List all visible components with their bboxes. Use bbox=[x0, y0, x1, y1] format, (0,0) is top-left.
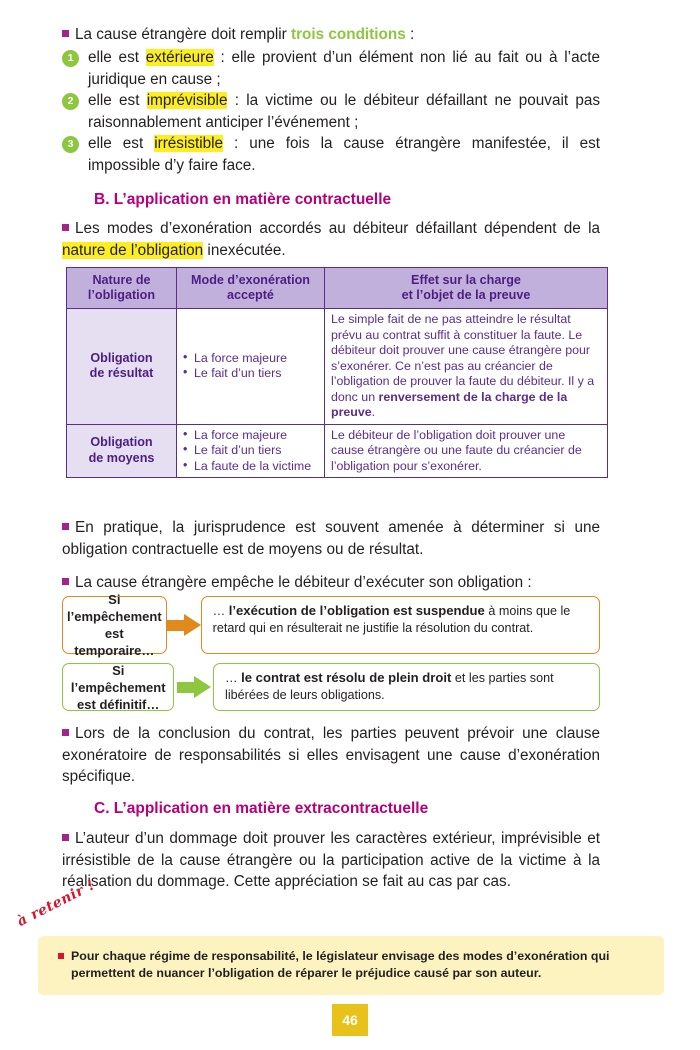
list-item-text bbox=[88, 47, 600, 90]
list-number-badge: 1 bbox=[62, 50, 79, 67]
retenir-text bbox=[58, 948, 646, 981]
cond3-highlight: irrésistible bbox=[154, 135, 224, 152]
cell-modes-resultat bbox=[177, 309, 325, 425]
after-flow-para: Lors de la conclusion du contrat, les parties peuvent prévoir une clause exonératoire de responsabilités si elles envisagent une cause d’exonération spécifique. bbox=[62, 725, 600, 785]
flow-result-definitif bbox=[213, 663, 600, 711]
flow2-rest: et les parties sont libérées de leurs obligations. bbox=[225, 671, 554, 702]
list-item bbox=[62, 90, 600, 133]
cell-modes-moyens bbox=[177, 424, 325, 478]
modes-list bbox=[183, 428, 318, 475]
cond2-post: : la victime ou le débiteur défaillant ne pouvait pas raisonnablement anticiper l’événement ; bbox=[88, 92, 601, 131]
nature-m-line1: Obligation bbox=[90, 435, 153, 450]
modes-list bbox=[183, 351, 318, 382]
flow-arrow-wrapper-2 bbox=[174, 663, 213, 711]
section-b-paragraph bbox=[62, 218, 600, 261]
square-bullet-icon bbox=[62, 578, 69, 585]
column-header-nature bbox=[67, 268, 177, 309]
lead-post: : bbox=[405, 26, 415, 43]
flow1-lead: … bbox=[212, 604, 229, 618]
list-number-badge: 3 bbox=[62, 136, 79, 153]
sb-post: inexécutée. bbox=[203, 241, 286, 259]
retenir-callout bbox=[0, 877, 700, 995]
cond1-pre: elle est bbox=[88, 49, 146, 66]
nature-m-line2: de moyens bbox=[88, 450, 155, 465]
arrow-right-icon bbox=[177, 676, 211, 698]
flow-row-temporaire bbox=[62, 592, 600, 658]
table-row bbox=[67, 309, 608, 425]
mid-para1: En pratique, la jurisprudence est souvent amenée à déterminer si une obligation contractuelle est de moyens ou de résultat. bbox=[62, 519, 600, 558]
list-item-text bbox=[88, 90, 600, 133]
sb-pre: Les modes d’exonération accordés au débiteur défaillant dépendent de la bbox=[75, 220, 600, 237]
square-bullet-icon bbox=[58, 953, 64, 959]
cell-effet-moyens bbox=[325, 424, 608, 478]
table-header-row bbox=[67, 268, 608, 309]
cond1-post: : elle provient d’un élément non lié au fait ou à l’acte juridique en cause ; bbox=[88, 49, 600, 88]
cond1-highlight: extérieure bbox=[145, 49, 214, 66]
flow1-left-line1: Si l’empêchement bbox=[67, 592, 162, 624]
flow-condition-definitif bbox=[62, 663, 174, 711]
retenir-body: Pour chaque régime de responsabilité, le législateur envisage des modes d’exonération qui permettent de nuancer l’obligation de réparer le préjudice causé par son auteur. bbox=[71, 949, 610, 980]
nature-r-line2: de résultat bbox=[89, 366, 154, 381]
flow2-bold: le contrat est résolu de plein droit bbox=[241, 670, 452, 685]
cell-nature-resultat bbox=[67, 309, 177, 425]
obligations-table bbox=[66, 267, 608, 478]
flow-arrow-wrapper-1 bbox=[167, 596, 201, 654]
obligations-table-wrapper bbox=[66, 267, 608, 478]
list-item bbox=[62, 47, 600, 90]
flow2-left-line1: Si l’empêchement bbox=[70, 662, 166, 695]
section-c-title: C. L’application en matière extracontractuelle bbox=[94, 800, 429, 817]
flow1-rest: à moins que le retard qui en résulterait ne justifie la résolution du contrat. bbox=[212, 604, 571, 635]
section-b-title: B. L’application en matière contractuelle bbox=[94, 191, 392, 208]
effet-r-pre: Le simple fait de ne pas atteindre le résultat prévu au contrat suffit à constituer la faute. Le débiteur doit prouver une cause étrangère pour s’exonérer. Ce n’est pas au créancier de l’obligation de prouver la faute du débiteur. Il y a donc un bbox=[331, 312, 595, 404]
conditions-list bbox=[62, 47, 600, 176]
cond2-highlight: imprévisible bbox=[146, 92, 228, 109]
lead-pre: La cause étrangère doit remplir bbox=[75, 26, 291, 43]
col-header-nature-line1: Nature de bbox=[92, 273, 151, 287]
col-header-nature-line2: l’obligation bbox=[87, 288, 156, 302]
col-header-mode-line1: Mode d’exonération bbox=[191, 273, 310, 287]
square-bullet-icon bbox=[62, 523, 69, 530]
mid-para2: La cause étrangère empêche le débiteur d’exécuter son obligation : bbox=[75, 574, 532, 591]
square-bullet-icon bbox=[62, 224, 69, 231]
flow1-bold: l’exécution de l’obligation est suspendue bbox=[228, 603, 485, 618]
arrow-right-icon bbox=[167, 614, 201, 636]
section-c-text bbox=[62, 828, 600, 893]
sb-highlight: nature de l’obligation bbox=[62, 241, 204, 259]
list-number-badge: 2 bbox=[62, 93, 79, 110]
list-item: • La force majeure bbox=[183, 428, 318, 444]
page-number-badge: 46 bbox=[332, 1004, 368, 1036]
flow-condition-temporaire bbox=[62, 592, 167, 658]
list-item: • La faute de la victime bbox=[183, 459, 318, 475]
square-bullet-icon bbox=[62, 729, 69, 736]
col-header-effet-line1: Effet sur la charge bbox=[411, 273, 521, 287]
square-bullet-icon bbox=[62, 30, 69, 37]
column-header-effet bbox=[325, 268, 608, 309]
flow2-left-line2: est définitif… bbox=[77, 696, 160, 712]
retenir-label: à retenir ! bbox=[14, 877, 98, 930]
mid-text-1 bbox=[62, 517, 600, 560]
intro-lead-paragraph bbox=[62, 24, 600, 46]
flow1-left-line2: est temporaire… bbox=[74, 626, 155, 658]
effet-r-bold: renversement de la charge de la preuve bbox=[331, 389, 568, 419]
section-b-heading bbox=[62, 191, 600, 209]
effet-r-post: . bbox=[371, 405, 376, 419]
lead-text bbox=[62, 24, 600, 46]
after-flow-paragraph bbox=[62, 723, 600, 788]
cell-effet-resultat bbox=[325, 309, 608, 425]
column-header-mode bbox=[177, 268, 325, 309]
section-c-para: L’auteur d’un dommage doit prouver les caractères extérieur, imprévisible et irrésistible de la cause étrangère ou la participation active de la victime à la réalisation du dommage. Cette appréciation se fait au cas par cas. bbox=[62, 830, 600, 890]
list-item: • La force majeure bbox=[183, 351, 318, 367]
list-item-text bbox=[88, 133, 600, 176]
section-b-text bbox=[62, 218, 600, 261]
table-row bbox=[67, 424, 608, 478]
cond3-post: : une fois la cause étrangère manifestée, il est impossible d’y faire face. bbox=[88, 135, 601, 174]
list-item: • Le fait d’un tiers bbox=[183, 443, 318, 459]
flow-row-definitif bbox=[62, 663, 600, 711]
nature-r-line1: Obligation bbox=[90, 350, 153, 365]
cond2-pre: elle est bbox=[88, 92, 147, 109]
col-header-effet-line2: et l’objet de la preuve bbox=[401, 288, 531, 302]
mid-paragraph-1 bbox=[62, 517, 600, 560]
cell-nature-moyens bbox=[67, 424, 177, 478]
cond3-pre: elle est bbox=[88, 135, 155, 152]
list-item bbox=[62, 133, 600, 176]
flow-result-temporaire bbox=[201, 596, 600, 654]
retenir-box bbox=[38, 936, 664, 995]
lead-green-emphasis: trois conditions bbox=[290, 26, 406, 43]
col-header-mode-line2: accepté bbox=[227, 288, 274, 302]
effet-m-pre: Le débiteur de l’obligation doit prouver une cause étrangère ou une faute du créancier de l’obligation pour s’exonérer. bbox=[331, 427, 582, 473]
section-c-heading bbox=[62, 800, 600, 818]
section-c-paragraph bbox=[62, 828, 600, 893]
flow2-lead: … bbox=[225, 671, 242, 685]
list-item: • Le fait d’un tiers bbox=[183, 366, 318, 382]
after-flow-text bbox=[62, 723, 600, 788]
square-bullet-icon bbox=[62, 834, 69, 841]
